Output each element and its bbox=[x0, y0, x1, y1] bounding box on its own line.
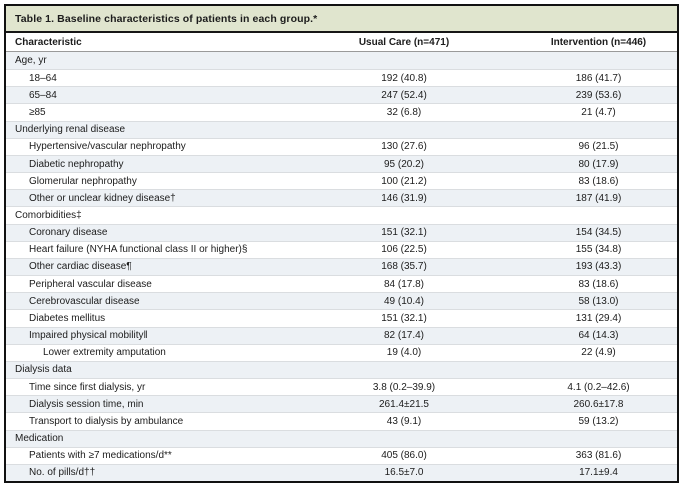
characteristic-cell: No. of pills/d†† bbox=[29, 467, 96, 479]
usual-care-cell: 19 (4.0) bbox=[386, 347, 422, 359]
characteristic-cell: Transport to dialysis by ambulance bbox=[29, 415, 184, 427]
characteristic-cell: Heart failure (NYHA functional class II or higher)§ bbox=[29, 244, 248, 256]
intervention-cell: 155 (34.8) bbox=[575, 244, 622, 256]
column-header-usual-care: Usual Care (n=471) bbox=[358, 36, 450, 48]
table-row bbox=[6, 327, 677, 344]
usual-care-cell: 106 (22.5) bbox=[381, 244, 427, 256]
intervention-cell: 193 (43.3) bbox=[575, 261, 622, 273]
characteristic-cell: Cerebrovascular disease bbox=[29, 295, 140, 307]
characteristic-cell: Diabetes mellitus bbox=[29, 312, 106, 324]
intervention-cell: 22 (4.9) bbox=[581, 347, 616, 359]
characteristic-cell: Diabetic nephropathy bbox=[29, 158, 124, 170]
intervention-cell: 21 (4.7) bbox=[581, 107, 616, 119]
intervention-cell: 83 (18.6) bbox=[578, 278, 619, 290]
table-row bbox=[6, 172, 677, 189]
intervention-cell: 64 (14.3) bbox=[578, 330, 619, 342]
table-row bbox=[6, 258, 677, 275]
intervention-cell: 96 (21.5) bbox=[578, 141, 619, 153]
table-row bbox=[6, 69, 677, 86]
column-header-intervention: Intervention (n=446) bbox=[550, 36, 647, 48]
section-row bbox=[6, 430, 677, 447]
table-row bbox=[6, 224, 677, 241]
characteristic-cell: Age, yr bbox=[15, 55, 47, 67]
usual-care-cell: 130 (27.6) bbox=[381, 141, 427, 153]
table-row bbox=[6, 103, 677, 120]
intervention-cell: 186 (41.7) bbox=[575, 72, 622, 84]
characteristic-cell: Hypertensive/vascular nephropathy bbox=[29, 141, 186, 153]
column-header-characteristic: Characteristic bbox=[15, 36, 82, 48]
intervention-cell: 83 (18.6) bbox=[578, 175, 619, 187]
table-row bbox=[6, 412, 677, 429]
table-body bbox=[6, 52, 677, 481]
usual-care-cell: 43 (9.1) bbox=[386, 415, 422, 427]
characteristic-cell: Peripheral vascular disease bbox=[29, 278, 152, 290]
section-row bbox=[6, 52, 677, 69]
table-frame bbox=[4, 4, 679, 483]
characteristic-cell: Coronary disease bbox=[29, 227, 108, 239]
usual-care-cell: 84 (17.8) bbox=[383, 278, 425, 290]
intervention-cell: 363 (81.6) bbox=[575, 450, 622, 462]
table-title-band bbox=[6, 6, 677, 33]
table-row bbox=[6, 138, 677, 155]
characteristic-cell: Other or unclear kidney disease† bbox=[29, 192, 176, 204]
usual-care-cell: 16.5±7.0 bbox=[384, 467, 424, 479]
usual-care-cell: 168 (35.7) bbox=[381, 261, 427, 273]
usual-care-cell: 261.4±21.5 bbox=[379, 398, 429, 410]
usual-care-cell: 82 (17.4) bbox=[383, 330, 425, 342]
table-title: Table 1. Baseline characteristics of patients in each group.* bbox=[15, 12, 318, 25]
table-row bbox=[6, 155, 677, 172]
intervention-cell: 59 (13.2) bbox=[578, 415, 619, 427]
characteristic-cell: Other cardiac disease¶ bbox=[29, 261, 132, 273]
table-row bbox=[6, 309, 677, 326]
intervention-cell: 17.1±9.4 bbox=[579, 467, 618, 479]
table-row bbox=[6, 292, 677, 309]
intervention-cell: 239 (53.6) bbox=[575, 89, 622, 101]
characteristic-cell: Comorbidities‡ bbox=[15, 210, 82, 222]
usual-care-cell: 49 (10.4) bbox=[383, 295, 425, 307]
table-row bbox=[6, 344, 677, 361]
characteristic-cell: Dialysis data bbox=[15, 364, 72, 376]
usual-care-cell: 100 (21.2) bbox=[381, 175, 427, 187]
section-row bbox=[6, 121, 677, 138]
characteristic-cell: Patients with ≥7 medications/d** bbox=[29, 450, 172, 462]
characteristic-cell: Impaired physical mobility‖ bbox=[29, 330, 148, 342]
intervention-cell: 131 (29.4) bbox=[575, 312, 622, 324]
intervention-cell: 80 (17.9) bbox=[578, 158, 619, 170]
usual-care-cell: 151 (32.1) bbox=[381, 312, 427, 324]
characteristic-cell: 65–84 bbox=[29, 89, 57, 101]
intervention-cell: 154 (34.5) bbox=[575, 227, 622, 239]
table-row bbox=[6, 395, 677, 412]
intervention-cell: 58 (13.0) bbox=[578, 295, 619, 307]
table-row bbox=[6, 86, 677, 103]
table-row bbox=[6, 275, 677, 292]
usual-care-cell: 146 (31.9) bbox=[381, 192, 427, 204]
intervention-cell: 4.1 (0.2–42.6) bbox=[567, 381, 630, 393]
usual-care-cell: 3.8 (0.2–39.9) bbox=[372, 381, 436, 393]
characteristic-cell: Time since first dialysis, yr bbox=[29, 381, 146, 393]
intervention-cell: 260.6±17.8 bbox=[573, 398, 624, 410]
usual-care-cell: 247 (52.4) bbox=[381, 89, 427, 101]
table-row bbox=[6, 241, 677, 258]
usual-care-cell: 32 (6.8) bbox=[386, 107, 422, 119]
table-row bbox=[6, 189, 677, 206]
section-row bbox=[6, 361, 677, 378]
characteristic-cell: Medication bbox=[15, 433, 64, 445]
characteristic-cell: Lower extremity amputation bbox=[43, 347, 166, 359]
characteristic-cell: 18–64 bbox=[29, 72, 57, 84]
usual-care-cell: 151 (32.1) bbox=[381, 227, 427, 239]
table-row bbox=[6, 464, 677, 481]
characteristic-cell: Underlying renal disease bbox=[15, 124, 126, 136]
characteristic-cell: ≥85 bbox=[29, 107, 46, 119]
usual-care-cell: 405 (86.0) bbox=[381, 450, 427, 462]
characteristic-cell: Dialysis session time, min bbox=[29, 398, 144, 410]
section-row bbox=[6, 206, 677, 223]
table-row bbox=[6, 447, 677, 464]
usual-care-cell: 95 (20.2) bbox=[383, 158, 425, 170]
usual-care-cell: 192 (40.8) bbox=[381, 72, 427, 84]
table-row bbox=[6, 378, 677, 395]
characteristic-cell: Glomerular nephropathy bbox=[29, 175, 137, 187]
intervention-cell: 187 (41.9) bbox=[575, 192, 622, 204]
column-header-row bbox=[6, 33, 677, 52]
